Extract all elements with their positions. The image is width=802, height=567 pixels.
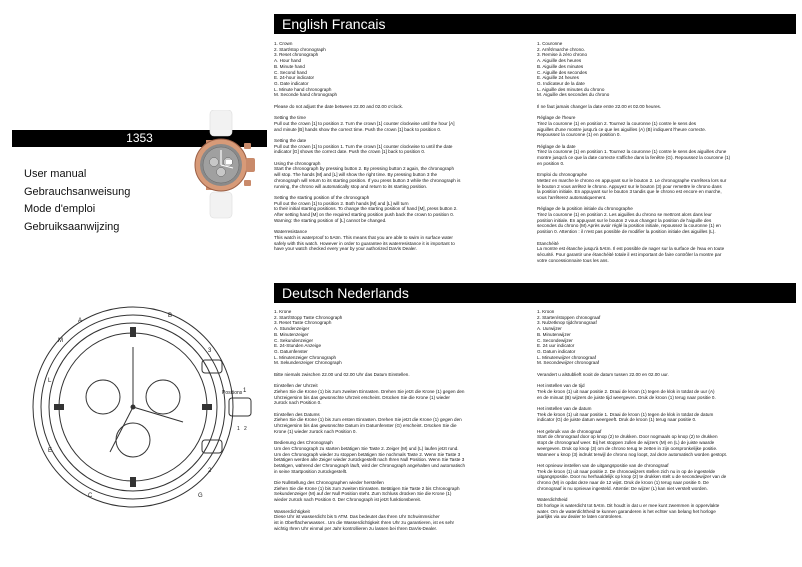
instruction-block: Waterdichtheid Dit horloge is waterdicht tot 5Atm. Dit houdt in dat u er mee kunt zwemmen in oppervlakte water. Om de waterdichtheid te kunnen garanderen is het echter van belang het horloge jaarlijks via uw dealer te laten controleren.	[537, 497, 720, 520]
part-label: 2. Start/stop chronograph	[274, 46, 326, 52]
instruction-block: Bitte niemals zwischen 22.00 und 02.00 Uhr das Datum Einstellen.	[274, 371, 410, 377]
part-label: L. Aiguille des minutes du chrono	[537, 86, 605, 92]
part-label: E. 24-hour indicator	[274, 75, 315, 81]
part-label: 1. Krone	[274, 309, 292, 314]
instruction-block: Réglage de la date Tirez la couronne (1) en position 1. Tournez la couronne (1) contre le sens des aiguilles d'une montre jusqu'à ce que la date correcte s'affiche dans la fenêtre (G). Repoussez la couronne (1) en position 0.	[537, 143, 731, 166]
part-label: G. Datumfenster	[274, 348, 308, 354]
svg-text:A: A	[78, 318, 83, 324]
german-column	[274, 309, 522, 531]
instruction-block: Emploi du chronographe Mettez en marche le chrono en appuyant sur le bouton 2. Le chronographe s'arrêtera lors sur le bouton 2 vous arrêtez le chrono. Appuyez sur le bouton (3) pour remettre le chrono dans la position initiale. En appuyant sur le bouton 3 tandis que le chrono est encore en marche, vous l'arrêterez automatiquement.	[537, 172, 727, 200]
part-label: 3. Reset chronograph	[274, 52, 319, 58]
manual-title-nl: Gebruiksaanwijzing	[24, 220, 120, 233]
part-label: M. Aiguille des secondes du chrono	[537, 92, 610, 98]
part-label: 1. Kroon	[537, 309, 555, 314]
header-deutsch-nederlands: Deutsch Nederlands	[274, 283, 796, 303]
svg-text:C: C	[88, 493, 93, 499]
part-label: 2. Start/Stopp Taste Chronograph	[274, 314, 343, 320]
part-label: B. Aiguille des minutes	[537, 63, 584, 69]
instruction-block: Het instellen van de datum Trek de kroon (1) uit naar positie 1. Draai de kroon (1) tegen de klok in totdat de datum indicator (G) de juiste datum weergeeft. Druk de kroon (1) terug naar positie 0.	[537, 405, 714, 423]
instruction-block: Het instellen van de tijd Trek de kroon (1) uit naar positie 2. Draai de kroon (1) tegen de klok in totdat de uur (A) en de minuut (B) wijzers de juiste tijd weergeven. Druk de kroon (1) terug naar positie 0.	[537, 383, 716, 400]
watch-diagram	[18, 282, 268, 532]
instruction-block: Please do not adjust the date between 22.00 and 02.00 o'clock.	[274, 103, 404, 109]
instruction-block: Verandert u alstublieft nooit de datum tussen 22.00 en 02.00 uur.	[537, 371, 669, 377]
part-label: 1. Crown	[274, 41, 293, 46]
dutch-column	[537, 309, 785, 520]
instruction-block: Etanchéité La montre est étanche jusqu'à 5Atm. Il est possible de nager sur la surface de l'eau en toute sécurité. Pour garantir une étanchéité totale il est important de faire contrôler la montre par votre concessionnaire tous les ans.	[537, 240, 725, 263]
svg-text:G: G	[198, 493, 203, 499]
part-label: M. Secondewijzer chronograaf	[537, 360, 600, 366]
part-label: L. Minute hand chronograph	[274, 86, 332, 92]
part-label: G. Datum indicator	[537, 348, 576, 354]
instruction-block: Setting the time Pull out the crown [1] to position 2. Turn the crown [1] counter clockwise until the hour [A] and minute [B] hands show the correct time. Push the crown [1] back to position 0.	[274, 115, 455, 132]
part-label: B. Minutenzeiger	[274, 331, 309, 337]
instruction-block: Setting the starting position of the chronograph Pull out the crown [1] to position 2. Both hands [M] and [L] will turn to their initial starting positions. To change the starting position of hand [M], press button 2. After setting hand [M] on the required starting position push back the crown to position 0. Warning: the starting position of [L] cannot be changed.	[274, 194, 458, 223]
part-label: E. 24-Stunden Anzeige	[274, 343, 321, 349]
part-label: 3. Reset Taste Chronograph	[274, 320, 332, 326]
manual-title-de: Gebrauchsanweisung	[24, 185, 131, 198]
part-label: M. Sekundenzeiger Chronograph	[274, 360, 342, 366]
svg-text:1: 1	[243, 388, 247, 394]
instruction-block: Die Nullstellung des Chronographen wieder herstellen Ziehen Sie die Krone (1) bis zum zweiten Einrasten. Betätigen Sie Taste 2 bis Chronograph Sekundenzeiger (M) auf der Null Position steht. Zum Schluss drücken Sie die Krone (1) wieder zurück nach Position 0. Der Chronograph ist jetzt funktionsbereit.	[274, 480, 460, 503]
svg-text:3: 3	[208, 348, 212, 354]
part-label: A. Hour hand	[274, 58, 302, 64]
french-column	[537, 41, 785, 263]
instruction-block: Il ne faut jamais changer la date entre 22.00 et 02.00 heures.	[537, 103, 662, 109]
part-label: A. Uurwijzer	[537, 326, 562, 332]
instruction-block: Waterresistance This watch is waterproof to 5Atm. This means that you are able to swim in surface water safely with this watch. However in order to guarantee its waterresistance it is important to have your watch checked every year by your authorized DaVis Dealer.	[274, 229, 455, 252]
svg-text:M: M	[58, 338, 63, 344]
part-label: L. Minutenwijzer chronograaf	[537, 354, 596, 360]
manual-title-fr: Mode d'emploi	[24, 203, 96, 215]
instruction-block: Bedienung des Chronograph Um den Chronograph zu starten betätigen Sie Taste 2. Zeiger (M) und (L) laufen jetzt rund. Um den Chronograph wieder zu stoppen betätigen Sie nochmals Taste 2. Wenn Sie Taste 3 betätigen werden alle Zeiger wieder zurückgestellt nach Ihren Null Position. Wenn Sie Taste 3 betätigen, während der Chronograph läuft, wird der Chronograph angehalten und automatisch in seine Startposition zurückgestellt.	[274, 440, 466, 474]
manual-titles	[24, 166, 130, 236]
instruction-block: Wasserdichtigkeit Diese Uhr ist wasserdicht bis 5 ATM. Das bedeutet das Ihren Uhr Schwimmsicher ist in Oberflächenwasser.. Um die Wasserdichtigkeit Ihren Uhr zu garantieren, ist es sehr wichtig Ihren Uhr einmal per Jahr kontrollieren zu lassen bei Ihren DaVis-Dealer.	[274, 508, 455, 531]
part-label: C. Aiguille des secondes	[537, 69, 588, 75]
watch-photo	[186, 110, 266, 220]
part-label: M. Seconde hand chronograph	[274, 92, 338, 98]
diagram-position-1: 1	[237, 426, 240, 432]
part-label: 3. Remise à zéro chrono	[537, 52, 588, 58]
part-label: C. Secondewijzer	[537, 337, 573, 343]
instruction-block: Réglage de l'heure Tirez la couronne (1) en position 2. Tournez la couronne (1) contre le sens des aiguilles d'une montre jusqu'à ce que les aiguilles (A) (B) indiquent l'heure correcte. Repoussez la couronne (1) en position 0.	[537, 115, 707, 138]
diagram-positions-label: Positions	[222, 390, 243, 396]
part-label: B. Minute hand	[274, 63, 305, 69]
part-label: C. Sekundenzeiger	[274, 337, 314, 343]
instruction-block: Setting the date Pull out the crown [1] to position 1. Turn the crown [1] counter clockwise to until the date indicator [G] shows the correct date. Push the crown [1] back to position 0.	[274, 137, 453, 155]
header-english-francais: English Francais	[274, 14, 796, 34]
part-label: A. Aiguille des heures	[537, 58, 582, 64]
part-label: B. Minutenwijzer	[537, 331, 571, 337]
svg-text:B: B	[168, 313, 173, 319]
svg-text:2: 2	[208, 468, 212, 474]
part-label: E. 24 uur indicator	[537, 343, 575, 349]
english-column	[274, 41, 522, 252]
part-label: 1. Couronne	[537, 41, 563, 46]
svg-text:E: E	[48, 448, 53, 454]
instruction-block: Einstellen des Datums Ziehen Sie die Krone (1) bis zum ersten Einrasten. Drehen Sie jetzt die Krone (1) gegen den Uhrzeigersinn bis das gewünschte Datum im Datumfenster (G) erscheint. Drücken Sie die Krone (1) wieder zurück nach Position 0.	[274, 411, 462, 434]
instruction-block: Réglage de la position initiale du chronographe Tirez la couronne (1) en position 2. Les aiguilles du chrono se mettront alors dans leur position initiale. En appuyant sur le bouton 2 vous changez la position de l'aiguille des secondes du chrono (M) Après avoir réglé la position initiale, repoussez la couronne (1) en position 0. Attention : il n'est pas possible de modifier la position initiale des aiguilles (L).	[537, 206, 721, 235]
diagram-position-2: 2	[244, 426, 247, 432]
manual-title-en: User manual	[24, 168, 87, 180]
instruction-block: Einstellen der Uhrzeit Ziehen Sie die Krone (1) bis zum zweiten Einrasten. Drehen Sie jetzt die Krone (1) gegen den Uhrzeigersinn bis das gewünschte Uhrzeit erscheint. Drücken Sie die Krone (1) wieder zurück nach Position 0.	[274, 383, 465, 406]
part-label: 3. Nulzetknop tijdchronograaf	[537, 320, 597, 326]
svg-text:L: L	[48, 378, 52, 384]
part-label: A. Stundenzeiger	[274, 326, 310, 332]
instruction-block: Het gebruik van de chronograaf Start de chronograaf door op knop (2) te drukken. Door nogmaals op knop (2) te drukken stopt de chronograaf weer. Bij het stoppen zullen de wijzers (M) en (L) de juiste waarde weergeven. Druk op knop (3) om de chrono terug te zetten in zijn oorspronkelijke positie. Wanneer u knop (3) indrukt terwijl de chrono nog loopt, zal deze automatisch worden gestopt.	[537, 428, 728, 457]
instruction-block: Using the chronograph Start the chronograph by pressing button 2. By pressing button 2 again, the chronograph will stop. The hands [M] and [L] will show the right time. By pressing button 3 the chronograph will return to its starting position. If you press button 3 while the chronograph is running, the chrono will automatically stop and return to its starting position.	[274, 160, 461, 189]
part-label: G. Indicateur de la date	[537, 80, 585, 86]
part-label: 2. Arrêt/marche chrono.	[537, 46, 586, 52]
model-number: 1353	[12, 130, 267, 147]
part-label: L. Minutenzeiger Chronograph	[274, 354, 337, 360]
part-label: E. Aiguille 24 heures	[537, 75, 579, 81]
part-label: 2. Starten/stoppen chronograaf	[537, 314, 601, 320]
part-label: C. Second hand	[274, 69, 307, 75]
part-label: G. Date indicator	[274, 80, 309, 86]
instruction-block: Het opnieuw instellen van de uitgangspositie van de chronograaf Trek de kroon (1) uit naar positie 2. De chronowijzers stellen zich nu in op de ingestelde uitgangspositie. Door nu herhaaldelijk op knop (2) te drukken stelt u de secondewijzer van de chrono (M) in opdat deze naar de 12 wijst. Druk de kroon (1) terug naar positie 0. De chronograaf is nu opnieuw ingesteld. Attentie: De wijzer (L) kan niet verstelt worden.	[537, 462, 727, 491]
